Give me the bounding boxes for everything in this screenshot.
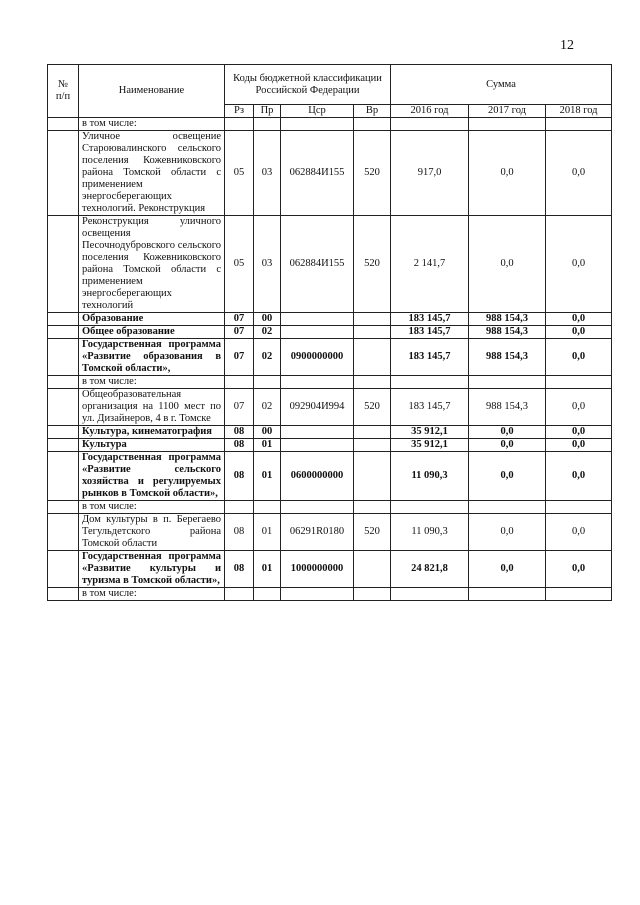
table-row <box>48 216 612 313</box>
cell-y2016 <box>391 118 469 131</box>
cell-name: Культура, кинематография <box>79 426 225 439</box>
table-row <box>48 313 612 326</box>
cell-csr: 0900000000 <box>281 339 354 376</box>
cell-pr <box>254 376 281 389</box>
table-row <box>48 339 612 376</box>
cell-csr: 06291R0180 <box>281 514 354 551</box>
header-2016: 2016 год <box>391 105 469 118</box>
header-csr: Цср <box>281 105 354 118</box>
cell-y2016: 183 145,7 <box>391 389 469 426</box>
page-number: 12 <box>560 38 574 53</box>
cell-name: Образование <box>79 313 225 326</box>
cell-vr <box>354 588 391 601</box>
cell-rz <box>225 501 254 514</box>
cell-pr: 02 <box>254 339 281 376</box>
header-rz: Рз <box>225 105 254 118</box>
table-row <box>48 376 612 389</box>
cell-rz: 08 <box>225 514 254 551</box>
cell-y2017 <box>469 588 546 601</box>
cell-y2018: 0,0 <box>546 452 612 501</box>
cell-name: Дом культуры в п. Берегаево Тегульдетского района Томской области <box>79 514 225 551</box>
cell-y2016 <box>391 376 469 389</box>
table-row <box>48 452 612 501</box>
row-num-cell <box>48 389 79 426</box>
header-2018: 2018 год <box>546 105 612 118</box>
cell-vr <box>354 439 391 452</box>
cell-y2018: 0,0 <box>546 339 612 376</box>
cell-vr <box>354 426 391 439</box>
cell-y2017: 988 154,3 <box>469 339 546 376</box>
cell-y2016: 24 821,8 <box>391 551 469 588</box>
row-num-cell <box>48 313 79 326</box>
cell-y2017 <box>469 118 546 131</box>
cell-y2017 <box>469 376 546 389</box>
cell-name: Государственная программа «Развитие сельского хозяйства и регулируемых рынков в Томской области», <box>79 452 225 501</box>
cell-y2017: 988 154,3 <box>469 389 546 426</box>
row-num-cell <box>48 439 79 452</box>
table-row <box>48 118 612 131</box>
cell-rz: 05 <box>225 131 254 216</box>
cell-y2018 <box>546 376 612 389</box>
header-pr: Пр <box>254 105 281 118</box>
cell-y2018: 0,0 <box>546 313 612 326</box>
cell-rz: 07 <box>225 339 254 376</box>
cell-y2018: 0,0 <box>546 426 612 439</box>
cell-vr <box>354 339 391 376</box>
cell-y2016: 183 145,7 <box>391 313 469 326</box>
row-num-cell <box>48 514 79 551</box>
cell-csr: 0600000000 <box>281 452 354 501</box>
cell-y2017: 0,0 <box>469 131 546 216</box>
cell-pr: 02 <box>254 389 281 426</box>
cell-y2016: 183 145,7 <box>391 339 469 376</box>
cell-csr: 062884И155 <box>281 216 354 313</box>
row-num-cell <box>48 588 79 601</box>
cell-vr <box>354 326 391 339</box>
cell-y2016 <box>391 501 469 514</box>
cell-y2016: 2 141,7 <box>391 216 469 313</box>
header-codes: Коды бюджетной классификации Российской Федерации <box>225 65 391 105</box>
cell-y2018: 0,0 <box>546 216 612 313</box>
cell-y2018: 0,0 <box>546 439 612 452</box>
table-row <box>48 131 612 216</box>
cell-csr <box>281 501 354 514</box>
cell-name: в том числе: <box>79 501 225 514</box>
table-row <box>48 439 612 452</box>
cell-csr <box>281 313 354 326</box>
cell-y2018: 0,0 <box>546 326 612 339</box>
cell-y2016: 35 912,1 <box>391 426 469 439</box>
table-row <box>48 551 612 588</box>
cell-rz <box>225 118 254 131</box>
cell-y2018 <box>546 118 612 131</box>
row-num-cell <box>48 326 79 339</box>
cell-csr: 062884И155 <box>281 131 354 216</box>
cell-y2017: 988 154,3 <box>469 313 546 326</box>
cell-pr <box>254 588 281 601</box>
cell-name: Общее образование <box>79 326 225 339</box>
cell-rz: 08 <box>225 551 254 588</box>
cell-rz: 05 <box>225 216 254 313</box>
cell-y2016: 183 145,7 <box>391 326 469 339</box>
cell-rz: 07 <box>225 326 254 339</box>
cell-y2017: 0,0 <box>469 216 546 313</box>
cell-y2016: 11 090,3 <box>391 514 469 551</box>
cell-y2016: 917,0 <box>391 131 469 216</box>
cell-y2017: 0,0 <box>469 439 546 452</box>
cell-y2017: 0,0 <box>469 514 546 551</box>
cell-vr <box>354 313 391 326</box>
cell-y2018 <box>546 501 612 514</box>
table-row <box>48 501 612 514</box>
row-num-cell <box>48 551 79 588</box>
cell-rz <box>225 376 254 389</box>
row-num-cell <box>48 339 79 376</box>
table-row <box>48 389 612 426</box>
cell-vr: 520 <box>354 131 391 216</box>
cell-y2017: 0,0 <box>469 551 546 588</box>
table-row <box>48 326 612 339</box>
row-num-cell <box>48 118 79 131</box>
cell-csr <box>281 326 354 339</box>
row-num-cell <box>48 426 79 439</box>
cell-pr: 02 <box>254 326 281 339</box>
cell-y2017: 0,0 <box>469 452 546 501</box>
cell-csr: 092904И994 <box>281 389 354 426</box>
cell-y2017: 0,0 <box>469 426 546 439</box>
cell-pr <box>254 118 281 131</box>
cell-csr <box>281 439 354 452</box>
cell-y2016 <box>391 588 469 601</box>
cell-y2018: 0,0 <box>546 514 612 551</box>
cell-pr: 00 <box>254 426 281 439</box>
cell-rz: 08 <box>225 452 254 501</box>
cell-name: Реконструкция уличного освещения Песочнодубровского сельского поселения Кожевниковского района Томской области с применением энергосберегающих технологий <box>79 216 225 313</box>
row-num-cell <box>48 501 79 514</box>
cell-rz: 08 <box>225 426 254 439</box>
header-2017: 2017 год <box>469 105 546 118</box>
cell-csr: 1000000000 <box>281 551 354 588</box>
cell-pr: 00 <box>254 313 281 326</box>
cell-rz: 08 <box>225 439 254 452</box>
row-num-cell <box>48 376 79 389</box>
cell-pr: 03 <box>254 131 281 216</box>
header-name: Наименование <box>79 65 225 118</box>
cell-pr <box>254 501 281 514</box>
cell-pr: 01 <box>254 452 281 501</box>
cell-name: в том числе: <box>79 118 225 131</box>
cell-csr <box>281 426 354 439</box>
cell-vr <box>354 118 391 131</box>
table-row <box>48 514 612 551</box>
budget-table <box>47 64 612 601</box>
cell-vr: 520 <box>354 216 391 313</box>
cell-name: Государственная программа «Развитие культуры и туризма в Томской области», <box>79 551 225 588</box>
cell-csr <box>281 118 354 131</box>
cell-name: Государственная программа «Развитие образования в Томской области», <box>79 339 225 376</box>
cell-vr: 520 <box>354 514 391 551</box>
cell-pr: 01 <box>254 439 281 452</box>
cell-vr: 520 <box>354 389 391 426</box>
cell-vr <box>354 501 391 514</box>
cell-name: Общеобразовательная организация на 1100 мест по ул. Дизайнеров, 4 в г. Томске <box>79 389 225 426</box>
row-num-cell <box>48 452 79 501</box>
cell-pr: 03 <box>254 216 281 313</box>
cell-name: Уличное освещение Староювалинского сельского поселения Кожевниковского района Томской области с применением энергосберегающих технологий. Реконструкция <box>79 131 225 216</box>
cell-pr: 01 <box>254 551 281 588</box>
cell-rz <box>225 588 254 601</box>
row-num-cell <box>48 131 79 216</box>
cell-y2017 <box>469 501 546 514</box>
cell-vr <box>354 376 391 389</box>
cell-y2018: 0,0 <box>546 131 612 216</box>
cell-csr <box>281 588 354 601</box>
table-row <box>48 588 612 601</box>
cell-name: в том числе: <box>79 588 225 601</box>
cell-y2016: 35 912,1 <box>391 439 469 452</box>
cell-vr <box>354 551 391 588</box>
header-num: № п/п <box>48 65 79 118</box>
cell-y2018 <box>546 588 612 601</box>
cell-name: Культура <box>79 439 225 452</box>
row-num-cell <box>48 216 79 313</box>
table-row <box>48 426 612 439</box>
cell-name: в том числе: <box>79 376 225 389</box>
cell-y2016: 11 090,3 <box>391 452 469 501</box>
cell-rz: 07 <box>225 389 254 426</box>
header-sum: Сумма <box>391 65 612 105</box>
cell-vr <box>354 452 391 501</box>
cell-rz: 07 <box>225 313 254 326</box>
cell-y2018: 0,0 <box>546 389 612 426</box>
header-vr: Вр <box>354 105 391 118</box>
cell-pr: 01 <box>254 514 281 551</box>
cell-y2017: 988 154,3 <box>469 326 546 339</box>
cell-csr <box>281 376 354 389</box>
cell-y2018: 0,0 <box>546 551 612 588</box>
